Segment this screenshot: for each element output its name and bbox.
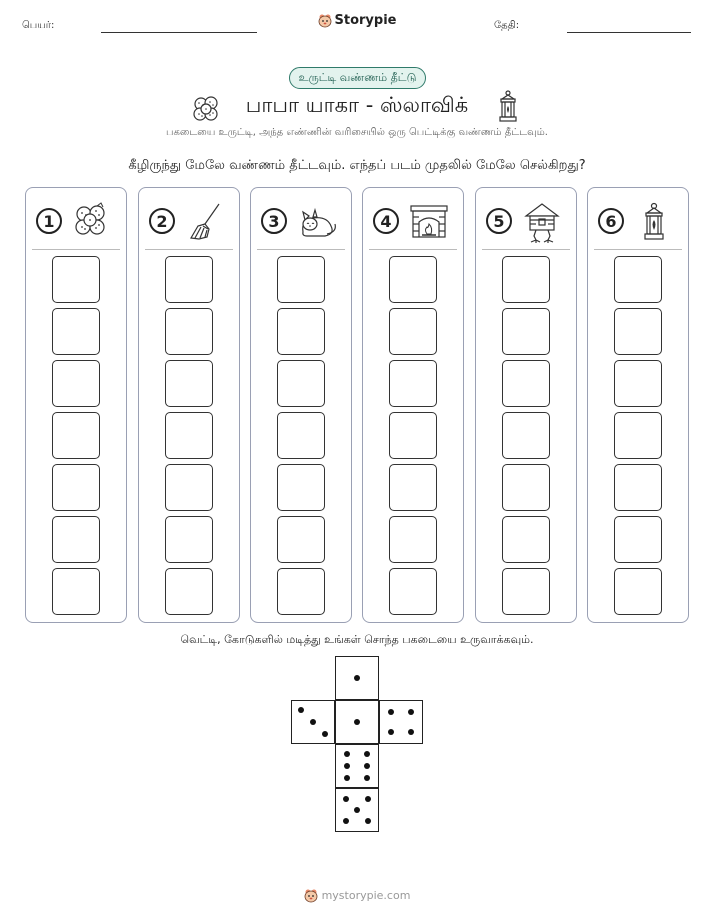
storypie-logo-icon: [318, 13, 332, 28]
die-pip: [343, 796, 349, 802]
color-box[interactable]: [502, 464, 550, 511]
lantern-icon: [634, 202, 674, 242]
color-box[interactable]: [389, 256, 437, 303]
color-box[interactable]: [389, 568, 437, 615]
column-5: [475, 187, 577, 623]
column-header: [139, 200, 239, 244]
column-4: [362, 187, 464, 623]
color-box[interactable]: [614, 360, 662, 407]
column-6: [587, 187, 689, 623]
color-box[interactable]: [614, 412, 662, 459]
column-3: [250, 187, 352, 623]
color-box[interactable]: [389, 516, 437, 563]
subtitle: பகடையை உருட்டி, அந்த எண்ணின் வரிசையில் ஒரு பெட்டிக்கு வண்ணம் தீட்டவும்.: [166, 127, 548, 138]
color-box[interactable]: [277, 308, 325, 355]
die-pip: [364, 751, 370, 757]
column-header: [363, 200, 463, 244]
date-label: தேதி:: [494, 20, 520, 31]
die-pip: [354, 719, 360, 725]
storypie-logo-icon: [304, 888, 318, 903]
color-box[interactable]: [165, 412, 213, 459]
color-box[interactable]: [614, 568, 662, 615]
die-pip: [408, 729, 414, 735]
footer: [0, 888, 714, 906]
color-box[interactable]: [389, 308, 437, 355]
color-box[interactable]: [389, 464, 437, 511]
die-pip: [364, 775, 370, 781]
divider: [369, 249, 457, 250]
die-pip: [322, 731, 328, 737]
color-box[interactable]: [389, 360, 437, 407]
die-pip: [388, 729, 394, 735]
question: கீழிருந்து மேலே வண்ணம் தீட்டவும். எந்தப் படம் முதலில் மேலே செல்கிறது?: [128, 158, 586, 173]
column-header: [476, 200, 576, 244]
column-number: 1: [36, 208, 62, 234]
die-pip: [343, 818, 349, 824]
color-box[interactable]: [52, 360, 100, 407]
color-box[interactable]: [614, 308, 662, 355]
die-pip: [365, 796, 371, 802]
name-line[interactable]: [101, 32, 257, 33]
color-box[interactable]: [502, 516, 550, 563]
footer-url[interactable]: mystorypie.com: [321, 889, 411, 902]
divider: [482, 249, 570, 250]
color-box[interactable]: [165, 360, 213, 407]
color-box[interactable]: [614, 516, 662, 563]
die-pip: [354, 807, 360, 813]
color-box[interactable]: [165, 308, 213, 355]
name-label: பெயர்:: [22, 20, 55, 31]
column-header: [588, 200, 688, 244]
hut-on-chicken-legs-icon: [522, 202, 562, 244]
die-instruction: வெட்டி, கோடுகளில் மடித்து உங்கள் சொந்த பகடையை உருவாக்கவும்.: [180, 633, 534, 646]
cat-icon: [297, 202, 339, 240]
column-number: 3: [261, 208, 287, 234]
lantern-icon: [496, 90, 520, 124]
color-box[interactable]: [52, 256, 100, 303]
divider: [594, 249, 682, 250]
color-box[interactable]: [277, 464, 325, 511]
color-box[interactable]: [502, 360, 550, 407]
color-box[interactable]: [52, 412, 100, 459]
die-face: [335, 700, 379, 744]
color-box[interactable]: [52, 464, 100, 511]
divider: [145, 249, 233, 250]
column-1: [25, 187, 127, 623]
column-2: [138, 187, 240, 623]
color-box[interactable]: [165, 464, 213, 511]
title-row: [0, 90, 714, 124]
column-header: [26, 200, 126, 244]
die-pip: [354, 675, 360, 681]
color-box[interactable]: [165, 256, 213, 303]
color-box[interactable]: [165, 516, 213, 563]
color-box[interactable]: [165, 568, 213, 615]
divider: [32, 249, 120, 250]
die-face: [335, 788, 379, 832]
die-pip: [365, 818, 371, 824]
fireplace-icon: [409, 202, 449, 240]
color-box[interactable]: [502, 412, 550, 459]
activity-badge: உருட்டி வண்ணம் தீட்டு: [289, 67, 426, 89]
column-number: 2: [149, 208, 175, 234]
page-title: பாபா யாகா - ஸ்லாவிக்: [245, 93, 469, 117]
column-header: [251, 200, 351, 244]
divider: [257, 249, 345, 250]
color-box[interactable]: [389, 412, 437, 459]
die-pip: [344, 763, 350, 769]
color-box[interactable]: [502, 308, 550, 355]
brand-name: Storypie: [334, 13, 397, 28]
die-face: [379, 700, 423, 744]
color-box[interactable]: [614, 464, 662, 511]
color-box[interactable]: [614, 256, 662, 303]
date-line[interactable]: [567, 32, 691, 33]
color-box[interactable]: [52, 308, 100, 355]
color-box[interactable]: [277, 412, 325, 459]
column-number: 6: [598, 208, 624, 234]
color-box[interactable]: [52, 516, 100, 563]
column-number: 5: [486, 208, 512, 234]
die-pip: [364, 763, 370, 769]
berries-icon: [72, 202, 112, 240]
color-box[interactable]: [277, 360, 325, 407]
broom-icon: [185, 202, 225, 242]
color-box[interactable]: [502, 568, 550, 615]
die-face: [291, 700, 335, 744]
color-box[interactable]: [277, 516, 325, 563]
color-box[interactable]: [502, 256, 550, 303]
color-box[interactable]: [52, 568, 100, 615]
brand: [0, 13, 714, 32]
column-number: 4: [373, 208, 399, 234]
die-pip: [298, 707, 304, 713]
die-pip: [310, 719, 316, 725]
die-pip: [408, 709, 414, 715]
color-box[interactable]: [277, 256, 325, 303]
die-face: [335, 656, 379, 700]
die-face: [335, 744, 379, 788]
die-pip: [344, 751, 350, 757]
color-box[interactable]: [277, 568, 325, 615]
die-pip: [344, 775, 350, 781]
die-pip: [388, 709, 394, 715]
